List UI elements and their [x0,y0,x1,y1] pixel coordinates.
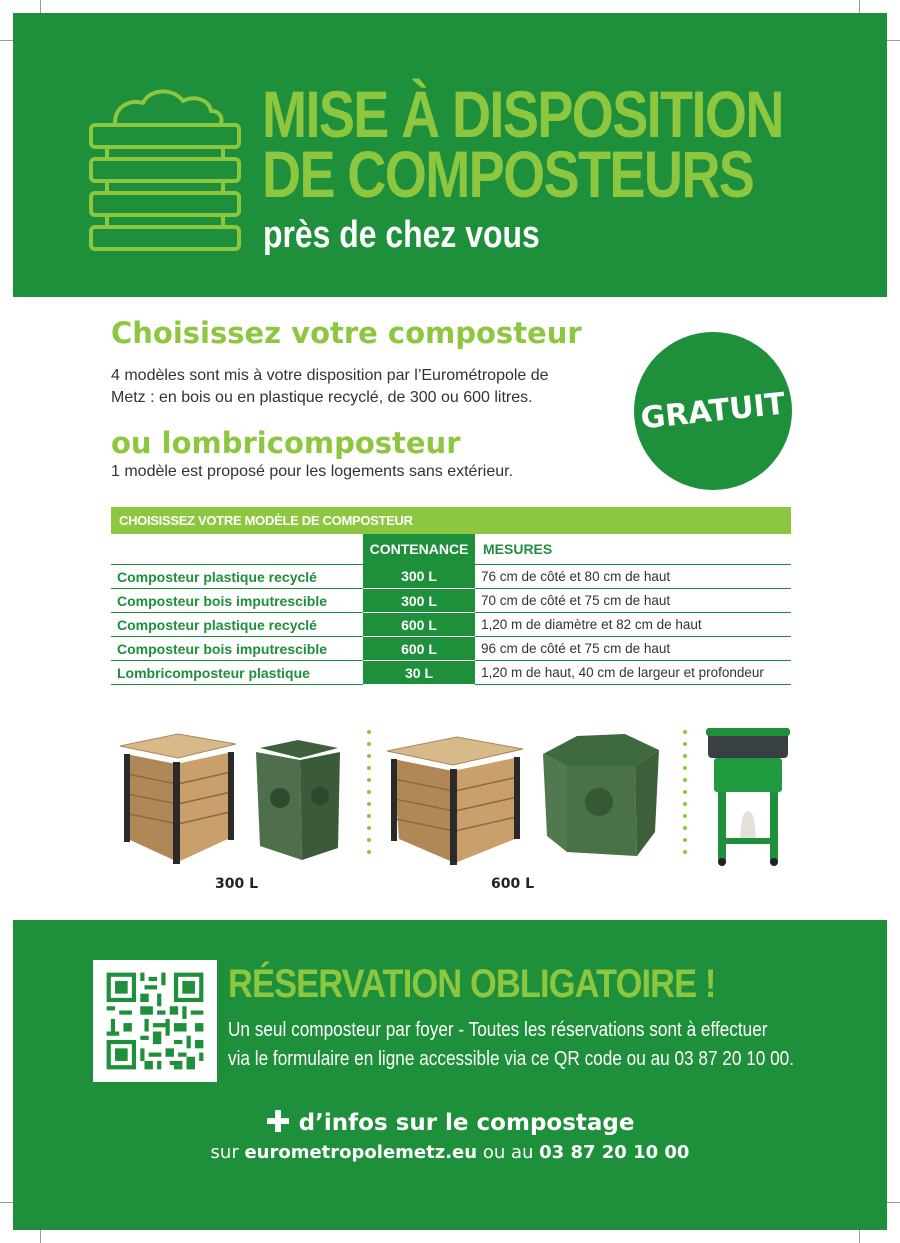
phone-number[interactable]: 03 87 20 10 00 [539,1142,690,1163]
intro-text-line: Metz : en bois ou en plastique recyclé, de 300 ou 600 litres. [111,389,533,406]
model-name: Composteur plastique recyclé [111,565,363,589]
table-header-blank [111,534,363,565]
page-title-line2: DE COMPOSTEURS [262,137,754,211]
intro-text-line: 4 modèles sont mis à votre disposition par l’Eurométropole de [111,367,549,384]
model-measures: 70 cm de côté et 75 cm de haut [475,589,791,613]
model-measures: 1,20 m de haut, 40 cm de largeur et profondeur [475,661,791,685]
model-capacity: 30 L [363,661,475,685]
plastic-composter-300-image [250,738,345,863]
table-row [111,613,791,637]
table-row [111,637,791,661]
model-name: Composteur bois imputrescible [111,637,363,661]
worm-composter-image [704,728,792,868]
website-link[interactable]: eurometropolemetz.eu [244,1142,478,1163]
table-row [111,589,791,613]
label-300: 300 L [215,876,259,892]
model-table [111,507,791,685]
model-capacity: 300 L [363,565,475,589]
model-capacity: 600 L [363,613,475,637]
model-measures: 96 cm de côté et 75 cm de haut [475,637,791,661]
separator-dots [683,730,687,862]
separator-dots [367,730,371,862]
model-measures: 76 cm de côté et 80 cm de haut [475,565,791,589]
intro-text [111,365,549,409]
model-name: Lombricomposteur plastique [111,661,363,685]
section-heading-lombri: ou lombricomposteur [111,426,461,460]
contact-prefix: sur [210,1142,239,1163]
contact-line [0,1142,900,1163]
plus-icon: ✚ [265,1105,291,1140]
reservation-text [228,1016,794,1074]
model-measures: 1,20 m de diamètre et 82 cm de haut [475,613,791,637]
table-header-measures: MESURES [475,534,791,565]
table-row [111,661,791,685]
table-title: CHOISISSEZ VOTRE MODÈLE DE COMPOSTEUR [111,507,791,534]
composter-icon [85,85,245,255]
lombri-text: 1 modèle est proposé pour les logements sans extérieur. [111,463,514,480]
page-subtitle: près de chez vous [263,214,540,256]
plastic-composter-600-image [537,732,663,860]
model-name: Composteur bois imputrescible [111,589,363,613]
table-header-row [111,534,791,565]
model-capacity: 300 L [363,589,475,613]
more-info-line [0,1105,900,1140]
qr-code[interactable] [93,960,217,1082]
table-row [111,565,791,589]
wood-composter-600-image [385,735,525,865]
free-badge-label: GRATUIT [639,386,787,437]
contact-mid: ou au [482,1142,534,1163]
qr-code-icon [93,960,217,1082]
section-heading-composter: Choisissez votre composteur [111,316,582,350]
more-info-text: d’infos sur le compostage [298,1110,635,1136]
reservation-title: RÉSERVATION OBLIGATOIRE ! [228,962,716,1006]
model-capacity: 600 L [363,637,475,661]
model-table-grid [111,534,791,685]
model-name: Composteur plastique recyclé [111,613,363,637]
reservation-text-line: via le formulaire en ligne accessible via ce QR code ou au 03 87 20 10 00. [228,1048,795,1070]
reservation-text-line: Un seul composteur par foyer - Toutes les réservations sont à effectuer [228,1019,768,1041]
label-600: 600 L [491,876,535,892]
page-title-line1: MISE À DISPOSITION [262,77,783,151]
wood-composter-300-image [118,730,238,865]
table-header-capacity: CONTENANCE [363,534,475,565]
free-badge [634,332,792,490]
